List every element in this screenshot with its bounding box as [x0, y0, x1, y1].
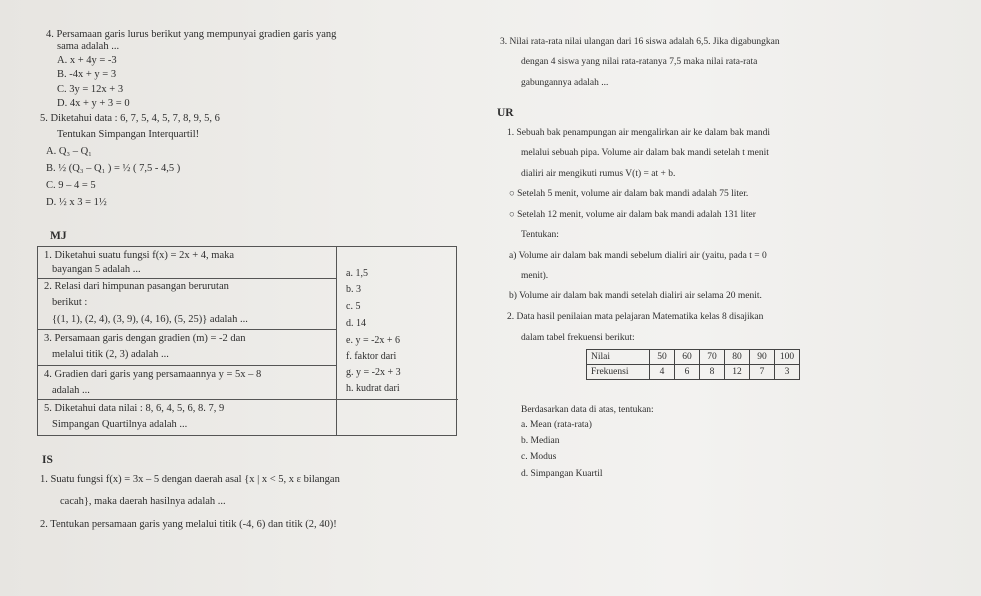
ur-q2-part-b: b. Median — [521, 436, 560, 446]
ur-q2-part-c: c. Modus — [521, 452, 557, 462]
ur-section-title: UR — [497, 107, 514, 119]
ur-q1-ask: Tentukan: — [521, 230, 559, 240]
mj-q2-line2: berikut : — [52, 297, 88, 308]
ur-q1-line3: dialiri air mengikuti rumus V(t) = at + b. — [521, 169, 676, 179]
mj-option-d: d. 14 — [346, 318, 366, 329]
nilai-cell: 60 — [675, 350, 700, 365]
table-header-frekuensi: Frekuensi — [587, 365, 650, 380]
table-row — [587, 365, 800, 380]
q5-option-b: B. ½ (Q₃ – Q₁ ) = ½ ( 7,5 - 4,5 ) — [46, 163, 181, 174]
nilai-cell: 70 — [700, 350, 725, 365]
mj-q4-line2: adalah ... — [52, 385, 90, 396]
q4-option-a: A. x + 4y = -3 — [57, 55, 117, 66]
mj-option-c: c. 5 — [346, 301, 361, 312]
table-row — [587, 350, 800, 365]
mj-q5-line1: 5. Diketahui data nilai : 8, 6, 4, 5, 6, 8. 7, 9 — [44, 403, 225, 414]
q3-line1: 3. Nilai rata-rata nilai ulangan dari 16 siswa adalah 6,5. Jika digabungkan — [500, 37, 780, 47]
frekuensi-cell: 8 — [700, 365, 725, 380]
q4-option-b: B. -4x + y = 3 — [57, 69, 117, 80]
nilai-cell: 50 — [650, 350, 675, 365]
ur-q1-line2: melalui sebuah pipa. Volume air dalam bak mandi setelah t menit — [521, 148, 769, 158]
mj-option-a: a. 1,5 — [346, 268, 368, 279]
ur-q2-line2: dalam tabel frekuensi berikut: — [521, 333, 635, 343]
mj-section-title: MJ — [50, 230, 67, 242]
frekuensi-cell: 6 — [675, 365, 700, 380]
q5-option-c: C. 9 – 4 = 5 — [46, 180, 96, 191]
mj-option-e: e. y = -2x + 6 — [346, 335, 401, 346]
mj-q2-line3: {(1, 1), (2, 4), (3, 9), (4, 16), (5, 25)} adalah ... — [52, 314, 248, 325]
frekuensi-cell: 7 — [750, 365, 775, 380]
q5-option-a: A. Q₃ – Q₁ — [46, 146, 92, 157]
q3-line2: dengan 4 siswa yang nilai rata-ratanya 7,5 maka nilai rata-rata — [521, 57, 758, 67]
mj-option-f: f. faktor dari — [346, 351, 397, 362]
is-section-title: IS — [42, 454, 53, 466]
mj-q3-line2: melalui titik (2, 3) adalah ... — [52, 349, 169, 360]
mj-option-h: h. kudrat dari — [346, 383, 400, 394]
mj-q5-line2: Simpangan Quartilnya adalah ... — [52, 419, 188, 430]
ur-q1-part-a: a) Volume air dalam bak mandi sebelum dialiri air (yaitu, pada t = 0 — [509, 251, 767, 261]
table-header-nilai: Nilai — [587, 350, 650, 365]
mj-q3-line1: 3. Persamaan garis dengan gradien (m) = -2 dan — [44, 333, 246, 344]
mj-matching-table — [37, 246, 457, 436]
ur-q2-line1: 2. Data hasil penilaian mata pelajaran Matematika kelas 8 disajikan — [507, 312, 764, 322]
mj-option-b: b. 3 — [346, 284, 361, 295]
nilai-cell: 90 — [750, 350, 775, 365]
mj-q1-line2: bayangan 5 adalah ... — [52, 264, 141, 275]
mj-q4-line1: 4. Gradien dari garis yang persamaannya y = 5x – 8 — [44, 369, 262, 380]
mj-q1-line1: 1. Diketahui suatu fungsi f(x) = 2x + 4, maka — [44, 250, 235, 261]
frequency-table — [586, 349, 800, 380]
frekuensi-cell: 3 — [775, 365, 800, 380]
q3-line3: gabungannya adalah ... — [521, 78, 609, 88]
is-q1-line1: 1. Suatu fungsi f(x) = 3x – 5 dengan daerah asal {x | x < 5, x ε bilangan — [40, 474, 340, 485]
is-q1-line2: cacah}, maka daerah hasilnya adalah ... — [60, 496, 226, 507]
mj-q2-line1: 2. Relasi dari himpunan pasangan berurutan — [44, 281, 229, 292]
ur-q1-part-a-2: menit). — [521, 271, 549, 281]
nilai-cell: 100 — [775, 350, 800, 365]
ur-q2-part-d: d. Simpangan Kuartil — [521, 469, 603, 479]
q4-option-d: D. 4x + y + 3 = 0 — [57, 98, 130, 109]
ur-q2-part-a: a. Mean (rata-rata) — [521, 420, 592, 430]
q4-stem: 4. Persamaan garis lurus berikut yang mempunyai gradien garis yang — [46, 29, 337, 40]
q4-stem-2: sama adalah ... — [57, 41, 120, 52]
ur-q1-line1: 1. Sebuah bak penampungan air mengalirkan air ke dalam bak mandi — [507, 128, 771, 138]
ur-q1-part-b: b) Volume air dalam bak mandi setelah dialiri air selama 20 menit. — [509, 291, 762, 301]
ur-q2-ask: Berdasarkan data di atas, tentukan: — [521, 405, 654, 415]
q4-option-c: C. 3y = 12x + 3 — [57, 84, 124, 95]
ur-q1-bullet-2: ○ Setelah 12 menit, volume air dalam bak mandi adalah 131 liter — [509, 210, 756, 220]
nilai-cell: 80 — [725, 350, 750, 365]
q5-stem-2: Tentukan Simpangan Interquartil! — [57, 129, 200, 140]
q5-option-d: D. ½ x 3 = 1½ — [46, 197, 107, 208]
is-q2: 2. Tentukan persamaan garis yang melalui titik (-4, 6) dan titik (2, 40)! — [40, 519, 337, 530]
frekuensi-cell: 12 — [725, 365, 750, 380]
q5-stem: 5. Diketahui data : 6, 7, 5, 4, 5, 7, 8, 9, 5, 6 — [40, 113, 220, 124]
mj-option-g: g. y = -2x + 3 — [346, 367, 401, 378]
frekuensi-cell: 4 — [650, 365, 675, 380]
ur-q1-bullet-1: ○ Setelah 5 menit, volume air dalam bak mandi adalah 75 liter. — [509, 189, 749, 199]
